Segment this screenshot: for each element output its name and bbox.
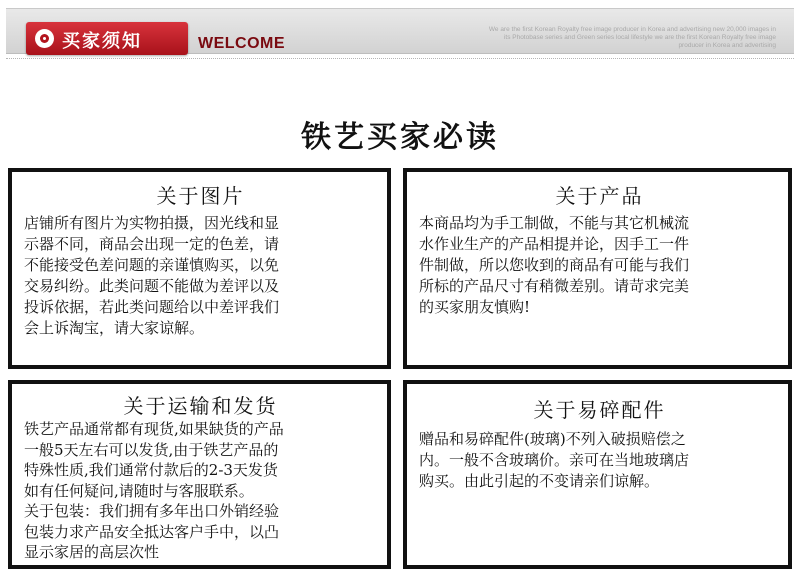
flower-icon [35,29,54,48]
section-line: 示器不同，商品会出现一定的色差，请 [24,235,280,253]
section-line: 铁艺产品通常都有现货,如果缺货的产品 [24,420,284,438]
section-heading: 关于图片 [156,184,245,208]
section-shipping [8,380,391,569]
badge-label: 买家须知 [62,31,142,52]
section-line: 关于包装：我们拥有多年出口外销经验 [24,502,280,520]
section-line: 不能接受色差问题的亲谨慎购买，以免 [24,256,280,274]
section-fragile-parts [403,380,792,569]
header-banner [6,8,794,54]
section-line: 包装力求产品安全抵达客户手中，以凸 [24,522,280,541]
section-line: 水作业生产的产品相提并论，因手工一件 [419,235,690,253]
section-heading: 关于产品 [555,184,644,208]
section-line: 交易纠纷。此类问题不能做为差评以及 [24,277,280,295]
section-line: 购买。由此引起的不变请亲们谅解。 [419,472,660,490]
header-tagline: We are the first Korean Royalty free image producer in Korea and advertising new 20,000 images in its Photobase series and Green series local lifestyle we are the first Korean Royalty free image producer in Korea and advertising [488,26,776,49]
section-line: 一般5天左右可以发货,由于铁艺产品的 [24,440,279,459]
section-line: 特殊性质,我们通常付款后的2-3天发货 [24,461,278,479]
welcome-text: WELCOME [198,35,286,52]
section-line: 件制做，所以您收到的商品有可能与我们 [419,256,690,274]
section-line: 会上诉淘宝，请大家谅解。 [24,319,205,337]
section-line: 本商品均为手工制做，不能与其它机械流 [419,214,690,232]
section-line: 投诉依据，若此类问题给以中差评我们 [24,298,280,316]
section-heading: 关于运输和发货 [123,394,278,418]
section-about-products [403,168,792,369]
section-line: 店铺所有图片为实物拍摄，因光线和显 [24,214,280,232]
buyer-notice-badge [26,22,188,55]
section-line: 如有任何疑问,请随时与客服联系。 [24,481,254,500]
page-title: 铁艺买家必读 [301,120,499,155]
section-heading: 关于易碎配件 [533,398,666,422]
section-about-images [8,168,391,369]
section-line: 的买家朋友慎购! [419,298,531,316]
section-line: 内。一般不含玻璃价。亲可在当地玻璃店 [419,451,690,469]
dotted-divider [6,58,794,59]
section-line: 所标的产品尺寸有稍微差别。请苛求完美 [419,277,690,295]
section-line: 赠品和易碎配件(玻璃)不列入破损赔偿之 [419,430,686,448]
section-line: 显示家居的高层次性 [24,543,160,561]
